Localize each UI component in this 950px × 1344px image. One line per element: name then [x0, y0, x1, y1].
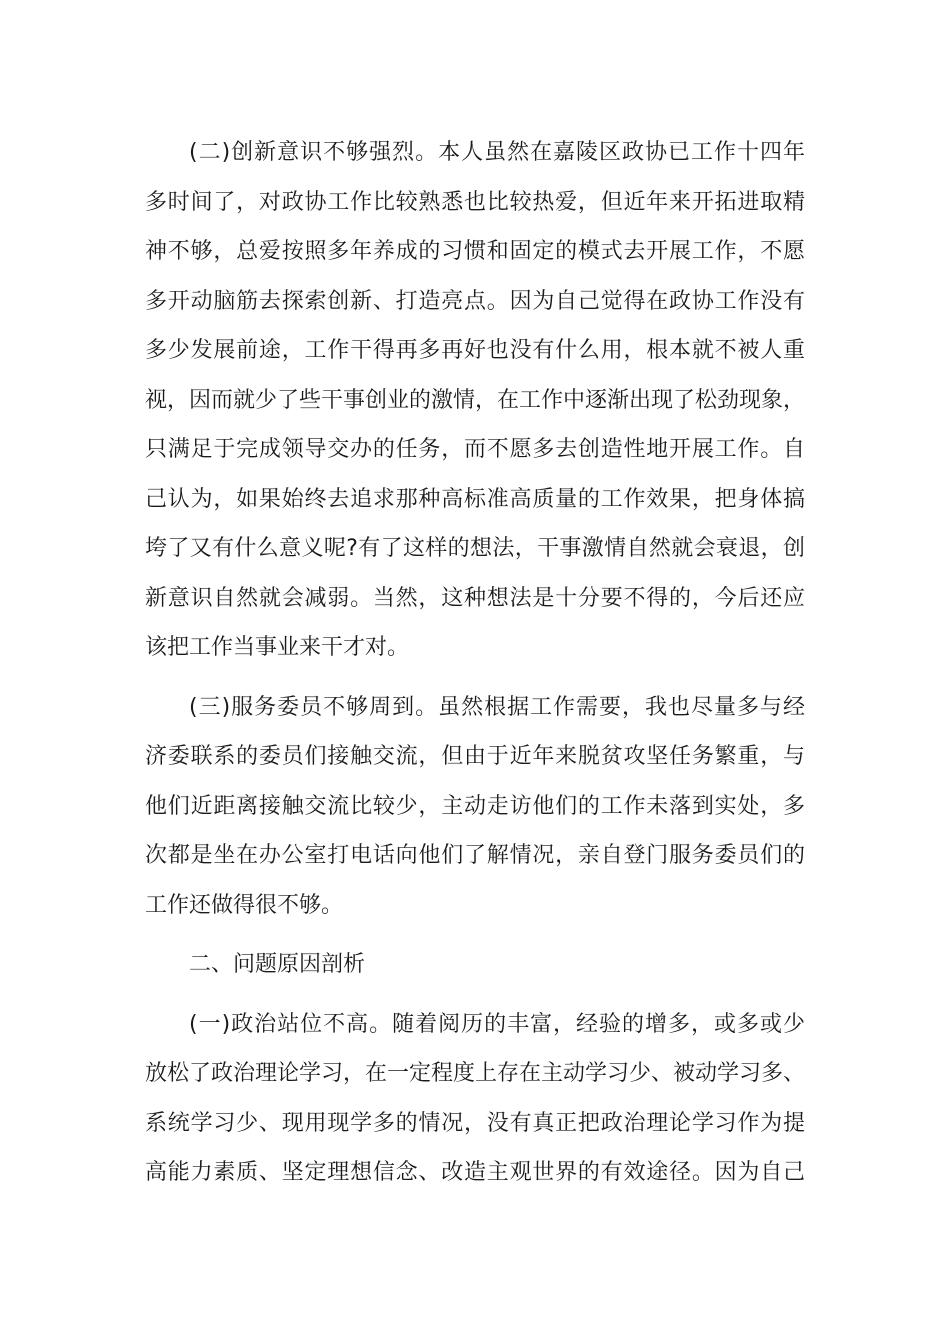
paragraph-line: 新意识自然就会减弱。当然，这种想法是十分要不得的，今后还应: [145, 585, 805, 611]
paragraph-line: 神不够，总爱按照多年养成的习惯和固定的模式去开展工作，不愿: [145, 239, 805, 264]
paragraph-line: 放松了政治理论学习，在一定程度上存在主动学习少、被动学习多、: [145, 1061, 806, 1086]
paragraph-line: (三)服务委员不够周到。虽然根据工作需要，我也尽量多与经: [189, 694, 805, 720]
paragraph-innovation-awareness: [145, 128, 805, 673]
paragraph-line: 工作还做得很不够。: [145, 892, 344, 918]
paragraph-line: 该把工作当事业来干才对。: [145, 635, 410, 660]
paragraph-line: (二)创新意识不够强烈。本人虽然在嘉陵区政协已工作十四年: [189, 140, 805, 165]
paragraph-line: 多少发展前途，工作干得再多再好也没有什么用，根本就不被人重: [145, 338, 805, 363]
paragraph-line: 高能力素质、坚定理想信念、改造主观世界的有效途径。因为自己: [145, 1160, 805, 1185]
paragraph-line: 济委联系的委员们接触交流，但由于近年来脱贫攻坚任务繁重，与: [145, 744, 805, 769]
document-body: [145, 128, 805, 1198]
paragraph-line: 视，因而就少了些干事创业的激情，在工作中逐渐出现了松劲现象，: [145, 387, 806, 413]
paragraph-line: 多开动脑筋去探索创新、打造亮点。因为自己觉得在政协工作没有: [145, 288, 805, 314]
section-heading: 二、问题原因剖析: [189, 952, 366, 977]
paragraph-line: (一)政治站位不高。随着阅历的丰富，经验的增多，或多或少: [189, 1011, 805, 1037]
paragraph-line: 垮了又有什么意义呢?有了这样的想法，干事激情自然就会衰退，创: [145, 536, 805, 561]
paragraph-line: 他们近距离接触交流比较少，主动走访他们的工作未落到实处，多: [145, 793, 805, 819]
paragraph-political-standing: [145, 1000, 805, 1198]
paragraph-line: 己认为，如果始终去追求那种高标准高质量的工作效果，把身体搞: [145, 486, 805, 512]
section-heading-cause-analysis: [145, 940, 805, 990]
paragraph-line: 只满足于完成领导交办的任务，而不愿多去创造性地开展工作。自: [145, 437, 805, 462]
paragraph-line: 次都是坐在办公室打电话向他们了解情况，亲自登门服务委员们的: [145, 843, 805, 868]
paragraph-line: 系统学习少、现用现学多的情况，没有真正把政治理论学习作为提: [145, 1110, 805, 1136]
paragraph-serving-members: [145, 683, 805, 931]
paragraph-line: 多时间了，对政协工作比较熟悉也比较热爱，但近年来开拓进取精: [145, 189, 805, 215]
